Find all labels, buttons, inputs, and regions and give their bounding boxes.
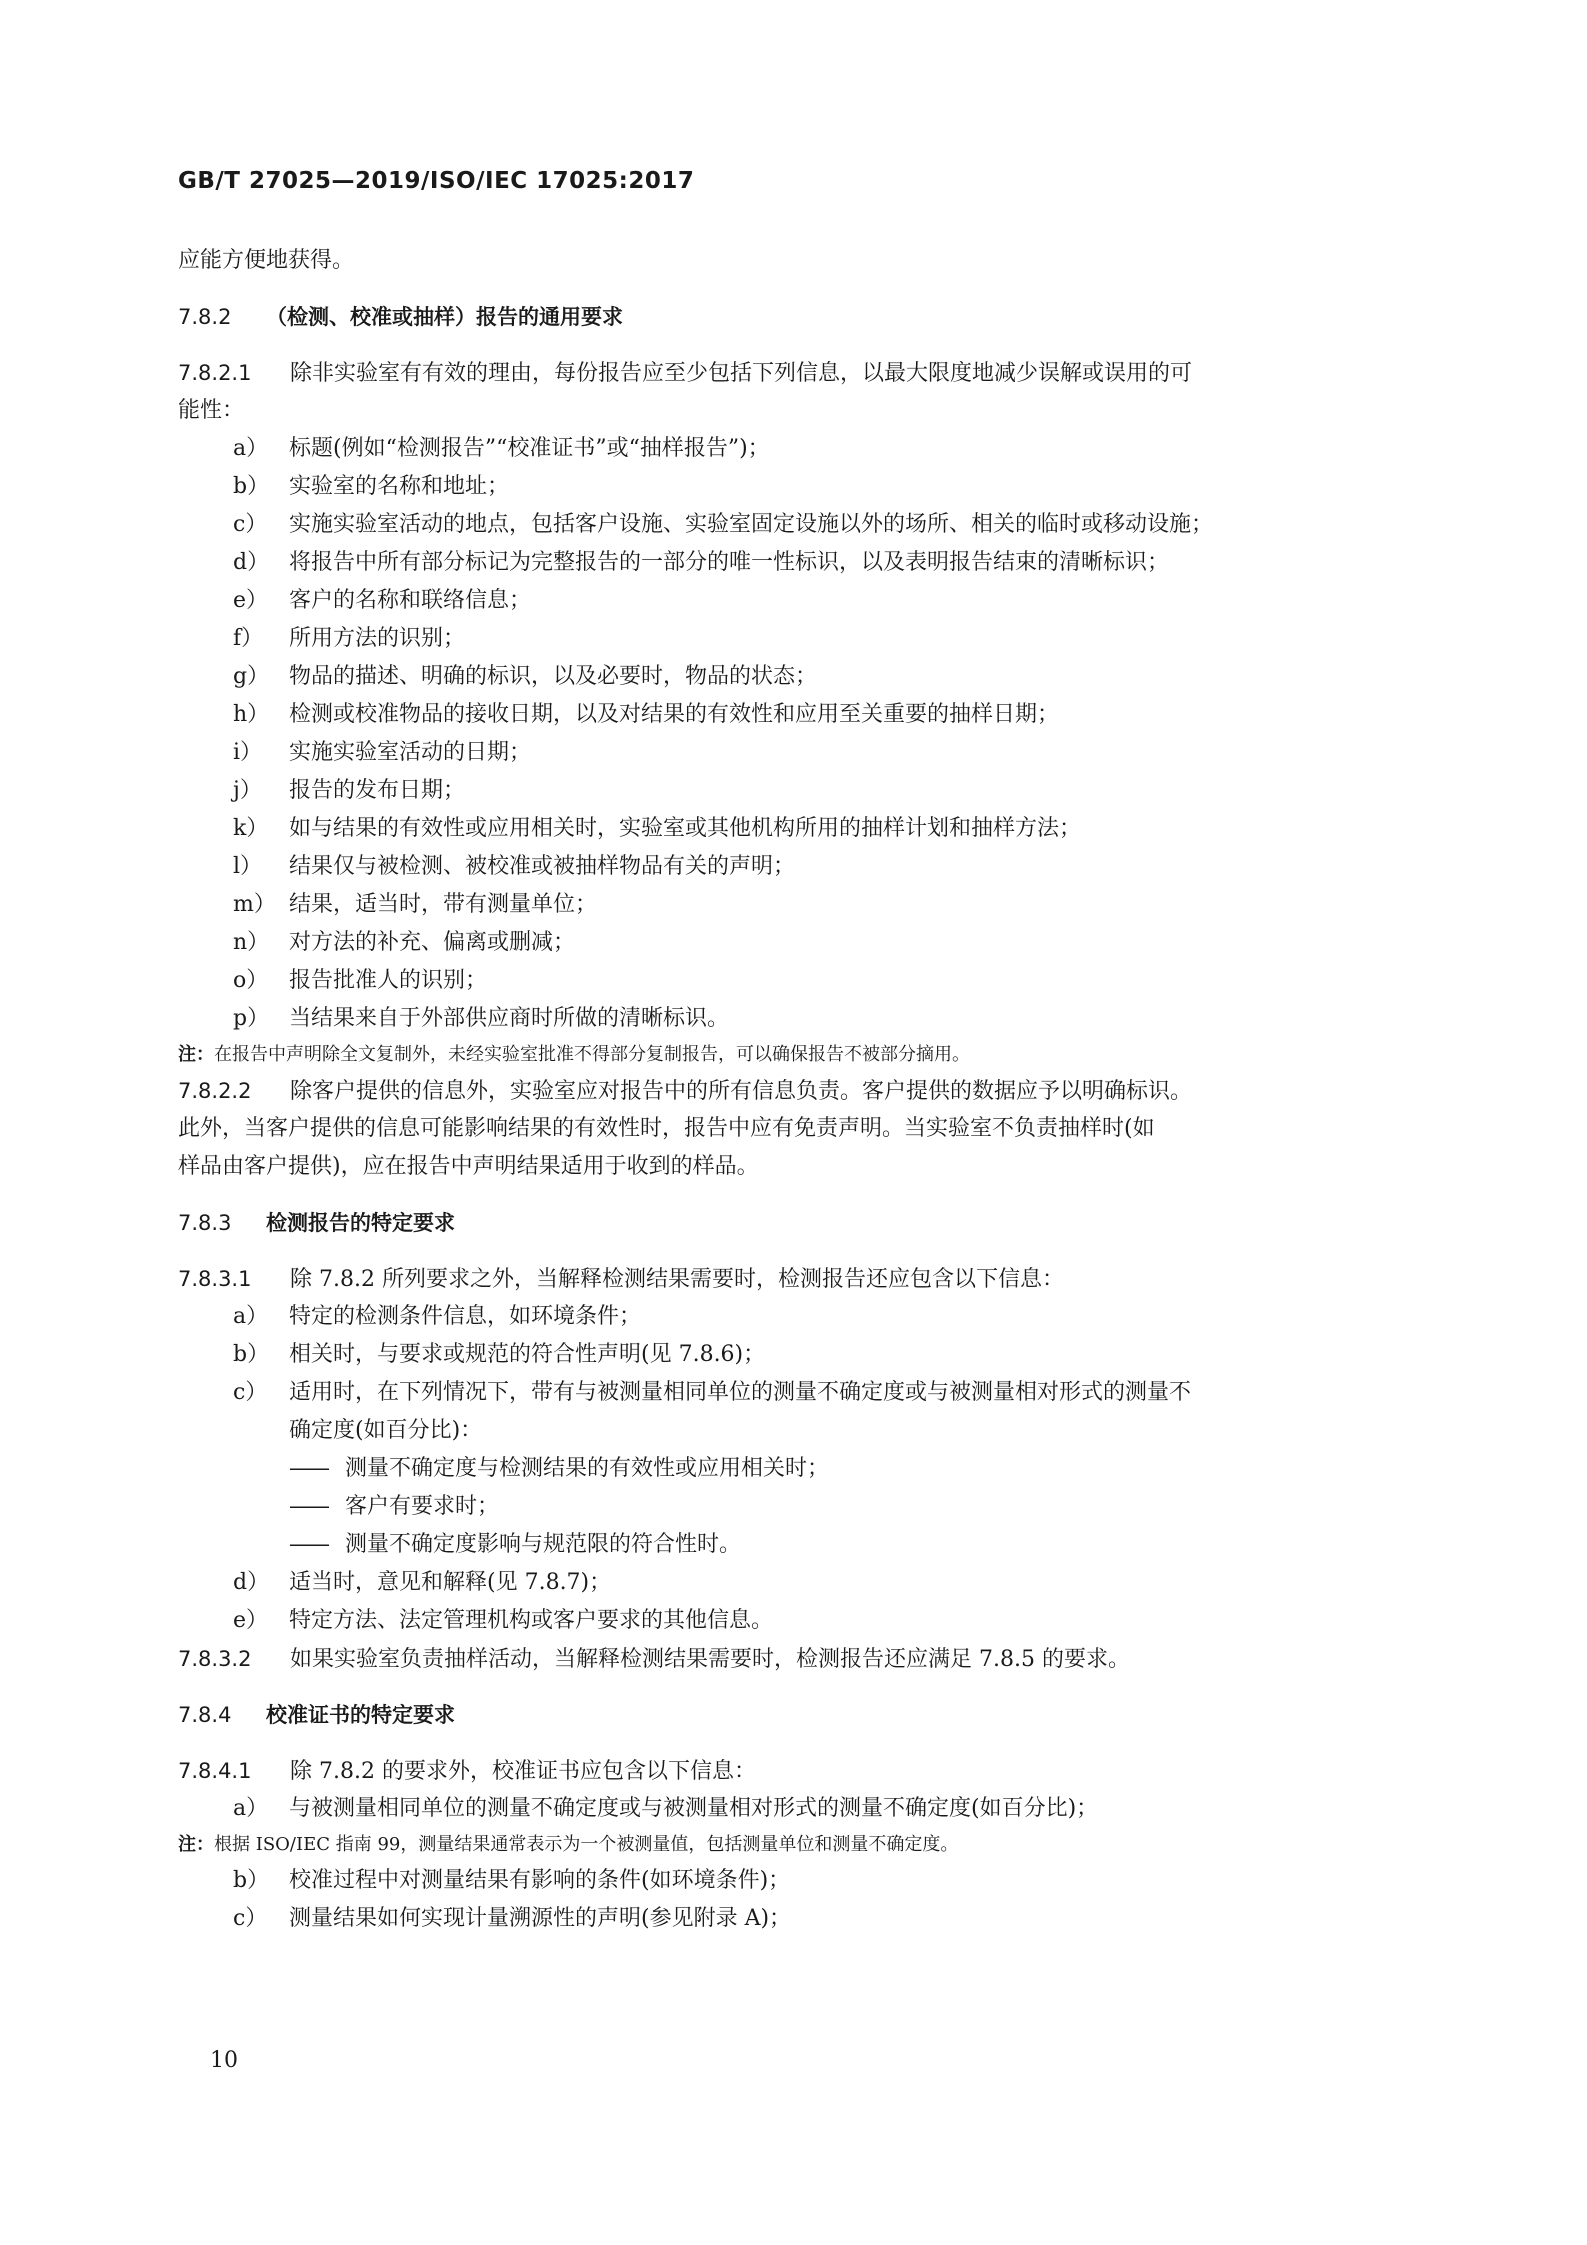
- section-number: 7.8.3: [178, 1211, 232, 1235]
- clause-text-cont: 能性：: [178, 398, 245, 423]
- clause-text: 如果实验室负责抽样活动，当解释检测结果需要时，检测报告还应满足 7.8.5 的要求。: [290, 1647, 1130, 1672]
- item-text: 相关时，与要求或规范的符合性声明(见 7.8.6)；: [289, 1342, 766, 1367]
- list-item-b: [178, 468, 1414, 506]
- list-item-i: [178, 734, 1414, 772]
- list-item-g: [178, 658, 1414, 696]
- dash-mark: ——: [289, 1494, 327, 1519]
- clause-number: 7.8.2.2: [178, 1079, 252, 1103]
- list-item-f: [178, 620, 1414, 658]
- item-text: 标题(例如“检测报告”“校准证书”或“抽样报告”)；: [289, 436, 770, 461]
- item-label: j）: [233, 778, 262, 803]
- clause-text: 除 7.8.2 的要求外，校准证书应包含以下信息：: [290, 1759, 756, 1784]
- dash-item: [178, 1488, 1414, 1526]
- note-label: 注：: [178, 1044, 214, 1065]
- body-text: [178, 242, 1414, 1938]
- item-text: 报告批准人的识别；: [289, 968, 488, 993]
- list-item-c: [178, 1374, 1414, 1412]
- list-item-c: [178, 1900, 1414, 1938]
- item-label: d）: [233, 550, 270, 575]
- clause-7-8-2-1: [178, 354, 1414, 392]
- item-label: a）: [233, 1796, 269, 1821]
- dash-mark: ——: [289, 1456, 327, 1481]
- item-text: 实施实验室活动的日期；: [289, 740, 532, 765]
- list-item-b: [178, 1336, 1414, 1374]
- list-item-k: [178, 810, 1414, 848]
- list-item-m: [178, 886, 1414, 924]
- item-text: 当结果来自于外部供应商时所做的清晰标识。: [289, 1006, 730, 1031]
- note-7-8-4-1: [178, 1828, 1414, 1862]
- item-text: 如与结果的有效性或应用相关时，实验室或其他机构所用的抽样计划和抽样方法；: [289, 816, 1082, 841]
- list-item-l: [178, 848, 1414, 886]
- note-7-8-2-1: [178, 1038, 1414, 1072]
- item-text: 将报告中所有部分标记为完整报告的一部分的唯一性标识，以及表明报告结束的清晰标识；: [289, 550, 1170, 575]
- item-text: 对方法的补充、偏离或删减；: [289, 930, 576, 955]
- item-label: b）: [233, 474, 270, 499]
- note-text: 在报告中声明除全文复制外，未经实验室批准不得部分复制报告，可以确保报告不被部分摘用。: [214, 1044, 970, 1065]
- clause-number: 7.8.2.1: [178, 361, 252, 385]
- item-text: 结果，适当时，带有测量单位；: [289, 892, 598, 917]
- item-label: f）: [233, 626, 264, 651]
- item-label: b）: [233, 1868, 270, 1893]
- list-item-a: [178, 430, 1414, 468]
- item-label: a）: [233, 436, 269, 461]
- item-label: o）: [233, 968, 269, 993]
- lead-line: 应能方便地获得。: [178, 248, 355, 273]
- dash-item: [178, 1526, 1414, 1564]
- list-item-e: [178, 1602, 1414, 1640]
- item-text: 客户的名称和联络信息；: [289, 588, 532, 613]
- list-item-p: [178, 1000, 1414, 1038]
- item-text: 报告的发布日期；: [289, 778, 466, 803]
- section-heading-7-8-3: [178, 1204, 1414, 1242]
- item-label: l）: [233, 854, 263, 879]
- section-number: 7.8.4: [178, 1703, 232, 1727]
- item-label: b）: [233, 1342, 270, 1367]
- item-text: 实施实验室活动的地点，包括客户设施、实验室固定设施以外的场所、相关的临时或移动设施；: [289, 512, 1214, 537]
- item-text: 适用时，在下列情况下，带有与被测量相同单位的测量不确定度或与被测量相对形式的测量不: [289, 1380, 1192, 1405]
- clause-text: 除非实验室有有效的理由，每份报告应至少包括下列信息，以最大限度地减少误解或误用的可: [290, 361, 1193, 386]
- page-number: 10: [210, 2048, 238, 2073]
- item-text-cont: 确定度(如百分比)：: [289, 1418, 483, 1443]
- item-label: e）: [233, 1608, 269, 1633]
- item-text: 特定方法、法定管理机构或客户要求的其他信息。: [289, 1608, 774, 1633]
- item-text: 物品的描述、明确的标识，以及必要时，物品的状态；: [289, 664, 818, 689]
- item-text: 特定的检测条件信息，如环境条件；: [289, 1304, 642, 1329]
- item-text: 与被测量相同单位的测量不确定度或与被测量相对形式的测量不确定度(如百分比)；: [289, 1796, 1099, 1821]
- item-text: 实验室的名称和地址；: [289, 474, 510, 499]
- item-label: c）: [233, 1380, 268, 1405]
- clause-7-8-2-2: [178, 1072, 1414, 1110]
- dash-mark: ——: [289, 1532, 327, 1557]
- item-label: d）: [233, 1570, 270, 1595]
- item-text: 检测或校准物品的接收日期，以及对结果的有效性和应用至关重要的抽样日期；: [289, 702, 1060, 727]
- item-label: i）: [233, 740, 263, 765]
- item-text: 测量结果如何实现计量溯源性的声明(参见附录 A)；: [289, 1906, 792, 1931]
- item-label: a）: [233, 1304, 269, 1329]
- list-item-a: [178, 1790, 1414, 1828]
- clause-text-cont: 样品由客户提供)，应在报告中声明结果适用于收到的样品。: [178, 1154, 759, 1179]
- item-label: k）: [233, 816, 269, 841]
- item-label: c）: [233, 1906, 268, 1931]
- clause-text: 除客户提供的信息外，实验室应对报告中的所有信息负责。客户提供的数据应予以明确标识。: [290, 1079, 1193, 1104]
- item-label: m）: [233, 892, 276, 917]
- item-label: n）: [233, 930, 270, 955]
- note-text: 根据 ISO/IEC 指南 99，测量结果通常表示为一个被测量值，包括测量单位和测量不确定度。: [214, 1834, 959, 1855]
- section-heading-7-8-2: [178, 298, 1414, 336]
- list-item-h: [178, 696, 1414, 734]
- item-text: 校准过程中对测量结果有影响的条件(如环境条件)；: [289, 1868, 791, 1893]
- list-item-c: [178, 506, 1414, 544]
- list-item-j: [178, 772, 1414, 810]
- item-label: g）: [233, 664, 270, 689]
- dash-text: 测量不确定度与检测结果的有效性或应用相关时；: [345, 1456, 830, 1481]
- item-label: e）: [233, 588, 269, 613]
- dash-text: 客户有要求时；: [345, 1494, 500, 1519]
- list-item-e: [178, 582, 1414, 620]
- clause-number: 7.8.3.2: [178, 1647, 252, 1671]
- list-item-a: [178, 1298, 1414, 1336]
- clause-7-8-4-1: [178, 1752, 1414, 1790]
- item-text: 适当时，意见和解释(见 7.8.7)；: [289, 1570, 612, 1595]
- section-number: 7.8.2: [178, 305, 232, 329]
- note-label: 注：: [178, 1834, 214, 1855]
- list-item-o: [178, 962, 1414, 1000]
- item-text: 结果仅与被检测、被校准或被抽样物品有关的声明；: [289, 854, 796, 879]
- item-text: 所用方法的识别；: [289, 626, 466, 651]
- clause-text-cont: 此外，当客户提供的信息可能影响结果的有效性时，报告中应有免责声明。当实验室不负责抽样时(如: [178, 1116, 1155, 1141]
- item-label: p）: [233, 1006, 270, 1031]
- dash-item: [178, 1450, 1414, 1488]
- item-label: h）: [233, 702, 270, 727]
- clause-7-8-3-2: [178, 1640, 1414, 1678]
- clause-number: 7.8.3.1: [178, 1267, 252, 1291]
- standard-header: GB/T 27025—2019/ISO/IEC 17025:2017: [178, 168, 695, 194]
- list-item-d: [178, 544, 1414, 582]
- section-title: 校准证书的特定要求: [266, 1703, 455, 1727]
- section-heading-7-8-4: [178, 1696, 1414, 1734]
- clause-number: 7.8.4.1: [178, 1759, 252, 1783]
- list-item-d: [178, 1564, 1414, 1602]
- clause-7-8-3-1: [178, 1260, 1414, 1298]
- item-label: c）: [233, 512, 268, 537]
- clause-text: 除 7.8.2 所列要求之外，当解释检测结果需要时，检测报告还应包含以下信息：: [290, 1267, 1064, 1292]
- section-title: （检测、校准或抽样）报告的通用要求: [266, 305, 623, 329]
- list-item-b: [178, 1862, 1414, 1900]
- section-title: 检测报告的特定要求: [266, 1211, 455, 1235]
- list-item-n: [178, 924, 1414, 962]
- dash-text: 测量不确定度影响与规范限的符合性时。: [345, 1532, 742, 1557]
